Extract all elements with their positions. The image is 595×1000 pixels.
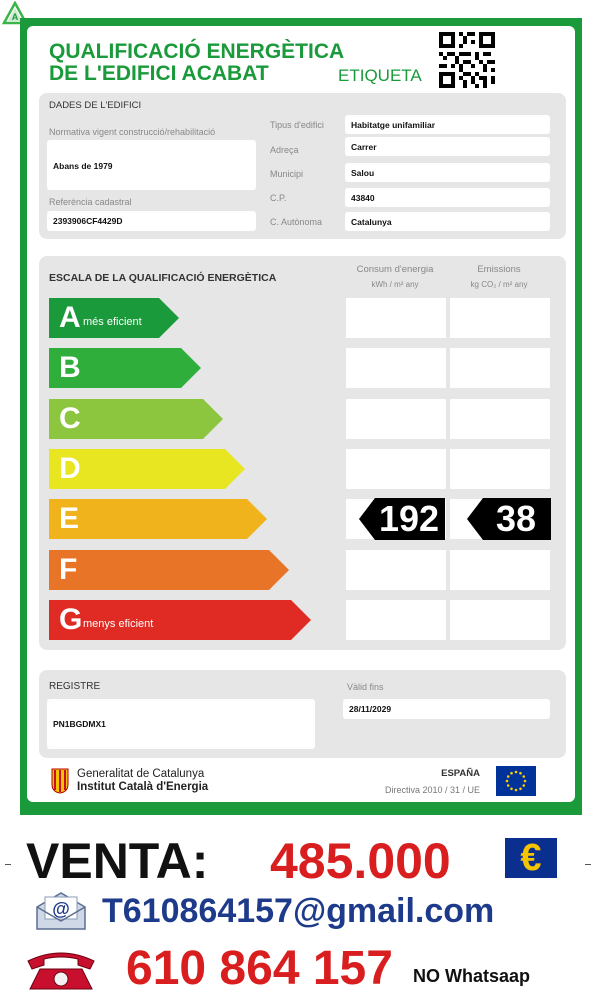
consum-col-unit: kWh / m² any bbox=[371, 280, 419, 289]
directive-label: Directiva 2010 / 31 / UE bbox=[384, 785, 480, 795]
emissions-col-title: Emissions bbox=[477, 264, 521, 275]
phone-note: NO Whatsaap bbox=[413, 966, 531, 986]
building-section-title: DADES DE L'EDIFICI bbox=[49, 100, 142, 111]
generalitat-logo-icon bbox=[51, 768, 69, 794]
normativa-field: Abans de 1979 bbox=[47, 140, 256, 190]
energy-class-caption: més eficient bbox=[83, 316, 142, 328]
label-title-line2: DE L'EDIFICI ACABAT bbox=[49, 62, 269, 85]
scale-section-title: ESCALA DE LA QUALIFICACIÓ ENERGÈTICA bbox=[49, 272, 277, 284]
consum-cell bbox=[346, 399, 446, 439]
tipus-label: Tipus d'edifici bbox=[270, 120, 324, 130]
eu-flag-icon bbox=[496, 766, 536, 796]
emissions-cell bbox=[450, 298, 550, 338]
eu-star bbox=[522, 775, 525, 778]
qr-code-icon bbox=[439, 32, 495, 88]
adreca-field: Carrer bbox=[345, 137, 550, 156]
emissions-rating-marker bbox=[467, 498, 551, 540]
energy-class-letter: D bbox=[59, 452, 81, 485]
sale-label: VENTA: bbox=[26, 833, 209, 889]
rating-value: 38 bbox=[495, 498, 537, 539]
rating-value: 192 bbox=[378, 498, 440, 539]
consum-cell bbox=[346, 298, 446, 338]
valid-label: Vàlid fins bbox=[347, 682, 384, 692]
registre-field: PN1BGDMX1 bbox=[47, 699, 315, 749]
svg-text:A: A bbox=[11, 12, 19, 22]
label-etiqueta: ETIQUETA bbox=[338, 66, 422, 85]
ca-label: C. Autònoma bbox=[270, 217, 323, 227]
org-line1: Generalitat de Catalunya bbox=[77, 768, 205, 780]
consum-cell bbox=[346, 600, 446, 640]
cadastral-label: Referència cadastral bbox=[49, 197, 132, 207]
cadastral-field: 2393906CF4429D bbox=[47, 211, 256, 231]
divider-right bbox=[585, 864, 591, 865]
eu-star bbox=[510, 772, 513, 775]
energy-class-letter: G bbox=[59, 603, 83, 636]
normativa-label: Normativa vigent construcció/rehabilitació bbox=[49, 127, 216, 137]
ca-field: Catalunya bbox=[345, 212, 550, 231]
emissions-col-unit: kg CO₂ / m² any bbox=[470, 280, 528, 289]
energy-class-letter: C bbox=[59, 402, 81, 435]
energy-class-c bbox=[49, 399, 225, 440]
divider-left bbox=[5, 864, 11, 865]
eu-star bbox=[510, 787, 513, 790]
eu-star bbox=[519, 787, 522, 790]
euro-icon bbox=[505, 838, 557, 878]
emissions-cell bbox=[450, 550, 550, 590]
energy-class-letter: A bbox=[59, 301, 81, 334]
energy-class-caption: menys eficient bbox=[83, 618, 154, 630]
sale-price: 485.000 bbox=[270, 833, 451, 889]
energy-class-letter: B bbox=[59, 351, 81, 384]
eu-star bbox=[506, 780, 509, 783]
consum-cell bbox=[346, 449, 446, 489]
tipus-field: Habitatge unifamiliar bbox=[345, 115, 550, 134]
phone-icon bbox=[22, 947, 100, 991]
cp-field: 43840 bbox=[345, 188, 550, 207]
emissions-cell bbox=[450, 600, 550, 640]
consum-cell bbox=[346, 550, 446, 590]
municipi-field: Salou bbox=[345, 163, 550, 182]
energy-class-b bbox=[49, 348, 203, 389]
cp-label: C.P. bbox=[270, 193, 287, 203]
org-line2: Institut Català d'Energia bbox=[77, 781, 209, 793]
valid-field: 28/11/2029 bbox=[343, 699, 550, 719]
country-label: ESPAÑA bbox=[441, 768, 480, 779]
eu-star bbox=[524, 780, 527, 783]
eu-star bbox=[507, 775, 510, 778]
emissions-cell bbox=[450, 449, 550, 489]
eu-star bbox=[522, 784, 525, 787]
energy-class-a bbox=[49, 298, 181, 339]
energy-class-letter: F bbox=[59, 553, 78, 586]
consum-col-title: Consum d'energia bbox=[356, 264, 434, 275]
email-text[interactable]: T610864157@gmail.com bbox=[102, 892, 495, 930]
consum-rating-marker bbox=[359, 498, 445, 540]
eu-star bbox=[507, 784, 510, 787]
email-icon bbox=[33, 889, 89, 933]
registre-label: REGISTRE bbox=[49, 681, 101, 692]
phone-number[interactable]: 610 864 157 bbox=[126, 942, 393, 995]
eu-star bbox=[515, 771, 518, 774]
adreca-label: Adreça bbox=[270, 145, 299, 155]
eu-star bbox=[515, 789, 518, 792]
energy-class-letter: E bbox=[59, 502, 80, 535]
municipi-label: Municipi bbox=[270, 169, 304, 179]
emissions-cell bbox=[450, 399, 550, 439]
energy-class-e bbox=[49, 499, 269, 540]
euro-symbol: € bbox=[520, 837, 542, 879]
energy-class-d bbox=[49, 449, 247, 490]
energy-class-f bbox=[49, 550, 291, 591]
label-title-line1: QUALIFICACIÓ ENERGÈTICA bbox=[49, 40, 345, 63]
eu-star bbox=[519, 772, 522, 775]
energy-class-g bbox=[49, 600, 313, 641]
svg-text:@: @ bbox=[52, 899, 70, 919]
consum-cell bbox=[346, 348, 446, 388]
emissions-cell bbox=[450, 348, 550, 388]
